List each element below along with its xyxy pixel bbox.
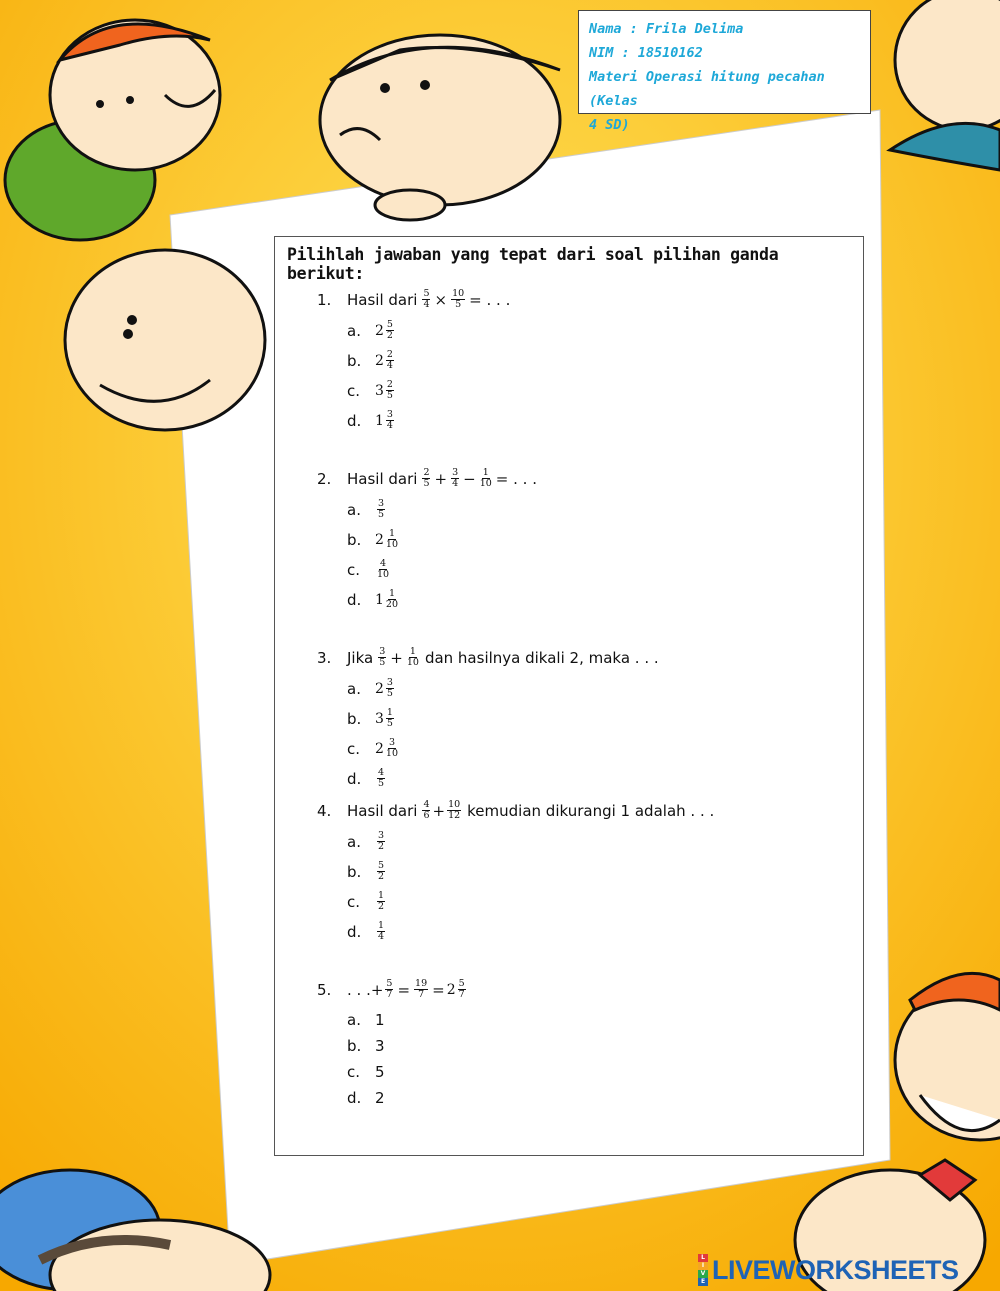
equals: =	[397, 980, 411, 999]
question-number: 5.	[317, 980, 332, 999]
fraction	[386, 410, 394, 431]
option-5a[interactable]	[347, 1011, 385, 1029]
option-4b[interactable]	[347, 861, 387, 882]
logo-letter-e: E	[698, 1278, 708, 1286]
numerator: 5	[423, 288, 430, 299]
denominator: 6	[423, 810, 430, 821]
numerator: 1	[378, 920, 385, 931]
option-letter: a.	[347, 500, 361, 519]
option-letter: c.	[347, 381, 361, 400]
question-3	[317, 647, 659, 668]
fraction	[377, 499, 385, 520]
numerator: 3	[452, 467, 459, 478]
fraction	[377, 861, 385, 882]
option-letter: a.	[347, 1011, 361, 1029]
numerator: 1	[482, 467, 489, 478]
fraction	[377, 768, 385, 789]
subject-material-line1: Materi Operasi hitung pecahan (Kelas	[589, 69, 825, 109]
option-letter: d.	[347, 769, 362, 788]
student-nim: NIM : 18510162	[589, 45, 703, 61]
fraction	[377, 921, 385, 942]
question-tail: dan hasilnya dikali 2, maka . . .	[424, 648, 659, 667]
denominator: 10	[377, 569, 390, 580]
numerator: 3	[378, 830, 385, 841]
liveworksheets-logo[interactable]	[698, 1255, 959, 1285]
logo-letter-v: V	[698, 1270, 708, 1278]
option-3d[interactable]	[347, 768, 387, 789]
option-letter: b.	[347, 530, 362, 549]
option-letter: a.	[347, 679, 361, 698]
denominator: 5	[379, 657, 386, 668]
option-1a[interactable]	[347, 320, 396, 341]
denominator: 5	[423, 478, 430, 489]
denominator: 2	[386, 330, 393, 341]
fraction	[378, 647, 386, 668]
worksheet-panel	[274, 236, 864, 1156]
whole-number: 3	[375, 710, 384, 727]
denominator: 4	[386, 420, 393, 431]
option-letter: d.	[347, 1089, 362, 1107]
numerator: 1	[388, 588, 395, 599]
numerator: 1	[386, 707, 393, 718]
numerator: 4	[423, 799, 430, 810]
option-letter: d.	[347, 590, 362, 609]
question-lead: Hasil dari	[347, 290, 418, 309]
numerator: 1	[378, 890, 385, 901]
option-5d[interactable]	[347, 1089, 385, 1107]
option-letter: c.	[347, 892, 361, 911]
question-4	[317, 800, 714, 821]
option-letter: b.	[347, 709, 362, 728]
fraction	[386, 529, 398, 550]
question-tail: kemudian dikurangi 1 adalah . . .	[467, 801, 715, 820]
denominator: 20	[385, 599, 399, 610]
whole-number: 2	[375, 322, 384, 339]
option-value: 1	[375, 1011, 385, 1029]
numerator: 5	[386, 978, 393, 989]
fraction	[458, 979, 466, 1000]
denominator: 5	[455, 299, 462, 310]
denominator: 2	[378, 901, 385, 912]
operator: +	[434, 469, 448, 488]
question-lead: Jika	[347, 648, 374, 667]
option-letter: d.	[347, 922, 362, 941]
fraction	[422, 468, 430, 489]
denominator: 5	[386, 718, 393, 729]
numerator: 3	[378, 498, 385, 509]
numerator: 5	[378, 860, 385, 871]
option-1d[interactable]	[347, 410, 396, 431]
fraction	[377, 831, 385, 852]
question-number: 3.	[317, 648, 332, 667]
option-value: 3	[375, 1037, 385, 1055]
liveworksheets-logo-icon	[698, 1254, 708, 1286]
denominator: 4	[423, 299, 430, 310]
numerator: 3	[386, 677, 393, 688]
denominator: 2	[378, 841, 385, 852]
option-1c[interactable]	[347, 380, 396, 401]
option-letter: b.	[347, 1037, 362, 1055]
option-3c[interactable]	[347, 738, 400, 759]
numerator: 4	[378, 767, 385, 778]
denominator: 10	[385, 748, 399, 759]
option-value: 2	[375, 1089, 385, 1107]
numerator: 10	[448, 799, 461, 810]
numerator: 19	[415, 978, 428, 989]
fraction	[386, 380, 394, 401]
fraction	[422, 289, 430, 310]
operator: −	[463, 469, 476, 488]
option-letter: b.	[347, 351, 362, 370]
option-2c[interactable]	[347, 559, 391, 580]
option-3a[interactable]	[347, 678, 396, 699]
question-lead: . . .	[347, 980, 371, 999]
option-4d[interactable]	[347, 921, 387, 942]
question-1	[317, 289, 512, 310]
operator: +	[390, 648, 403, 667]
denominator: 12	[448, 810, 461, 821]
option-4a[interactable]	[347, 831, 387, 852]
option-letter: a.	[347, 321, 361, 340]
denominator: 4	[378, 931, 385, 942]
numerator: 1	[409, 646, 416, 657]
question-2	[317, 468, 539, 489]
option-5b[interactable]	[347, 1037, 385, 1055]
fraction	[386, 350, 394, 371]
question-tail: = . . .	[495, 469, 537, 488]
numerator: 5	[386, 319, 393, 330]
option-letter: a.	[347, 832, 361, 851]
denominator: 2	[378, 871, 385, 882]
fraction	[451, 468, 459, 489]
fraction	[414, 979, 428, 1000]
fraction	[422, 800, 430, 821]
question-lead: Hasil dari	[347, 469, 418, 488]
denominator: 5	[386, 390, 393, 401]
option-5c[interactable]	[347, 1063, 385, 1081]
numerator: 1	[388, 528, 395, 539]
numerator: 5	[458, 978, 465, 989]
operator: ×	[434, 290, 448, 309]
fraction	[407, 647, 419, 668]
whole-number: 2	[375, 680, 384, 697]
option-3b[interactable]	[347, 708, 396, 729]
option-value: 5	[375, 1063, 385, 1081]
denominator: 10	[406, 657, 419, 668]
option-letter: b.	[347, 862, 362, 881]
question-number: 1.	[317, 290, 332, 309]
logo-letter-i: I	[698, 1262, 708, 1270]
whole-number: 2	[375, 352, 384, 369]
option-letter: d.	[347, 411, 362, 430]
numerator: 3	[386, 409, 393, 420]
numerator: 3	[388, 737, 395, 748]
option-2b[interactable]	[347, 529, 400, 550]
instruction-text: Pilihlah jawaban yang tepat dari soal pilihan ganda berikut:	[287, 245, 779, 283]
fraction	[377, 559, 389, 580]
operator: +	[432, 801, 446, 820]
subject-material-line2: 4 SD)	[589, 117, 630, 133]
fraction	[385, 979, 393, 1000]
fraction	[451, 289, 465, 310]
whole-number: 2	[375, 740, 384, 757]
whole-number: 1	[375, 591, 384, 608]
numerator: 2	[386, 349, 393, 360]
fraction	[386, 678, 394, 699]
denominator: 7	[386, 989, 393, 1000]
question-number: 2.	[317, 469, 332, 488]
option-2d[interactable]	[347, 589, 400, 610]
option-letter: c.	[347, 739, 361, 758]
numerator: 4	[380, 558, 387, 569]
fraction	[480, 468, 492, 489]
fraction	[447, 800, 461, 821]
option-letter: c.	[347, 1063, 361, 1081]
whole-number: 2	[375, 531, 384, 548]
student-name: Nama : Frila Delima	[589, 21, 744, 37]
question-number: 4.	[317, 801, 332, 820]
numerator: 10	[452, 288, 465, 299]
question-5	[317, 979, 468, 1000]
fraction	[377, 891, 385, 912]
question-lead: Hasil dari	[347, 801, 418, 820]
option-2a[interactable]	[347, 499, 387, 520]
numerator: 2	[423, 467, 430, 478]
student-info-box	[578, 10, 871, 133]
denominator: 10	[385, 539, 399, 550]
option-1b[interactable]	[347, 350, 396, 371]
logo-letter-l: L	[698, 1254, 708, 1262]
fraction	[386, 708, 394, 729]
denominator: 4	[386, 360, 393, 371]
whole-number: 2	[446, 981, 456, 998]
whole-number: 3	[375, 382, 384, 399]
numerator: 2	[386, 379, 393, 390]
denominator: 5	[378, 509, 385, 520]
logo-text: LIVEWORKSHEETS	[712, 1254, 959, 1285]
fraction	[386, 738, 398, 759]
question-tail: = . . .	[469, 290, 511, 309]
whole-number: 1	[375, 412, 384, 429]
option-letter: c.	[347, 560, 361, 579]
fraction	[386, 589, 398, 610]
equals: =	[432, 980, 445, 999]
denominator: 7	[458, 989, 465, 1000]
denominator: 4	[452, 478, 459, 489]
denominator: 10	[479, 478, 492, 489]
option-4c[interactable]	[347, 891, 387, 912]
fraction	[386, 320, 394, 341]
numerator: 3	[379, 646, 386, 657]
operator: +	[370, 980, 384, 999]
denominator: 7	[418, 989, 425, 1000]
denominator: 5	[378, 778, 385, 789]
denominator: 5	[386, 688, 393, 699]
